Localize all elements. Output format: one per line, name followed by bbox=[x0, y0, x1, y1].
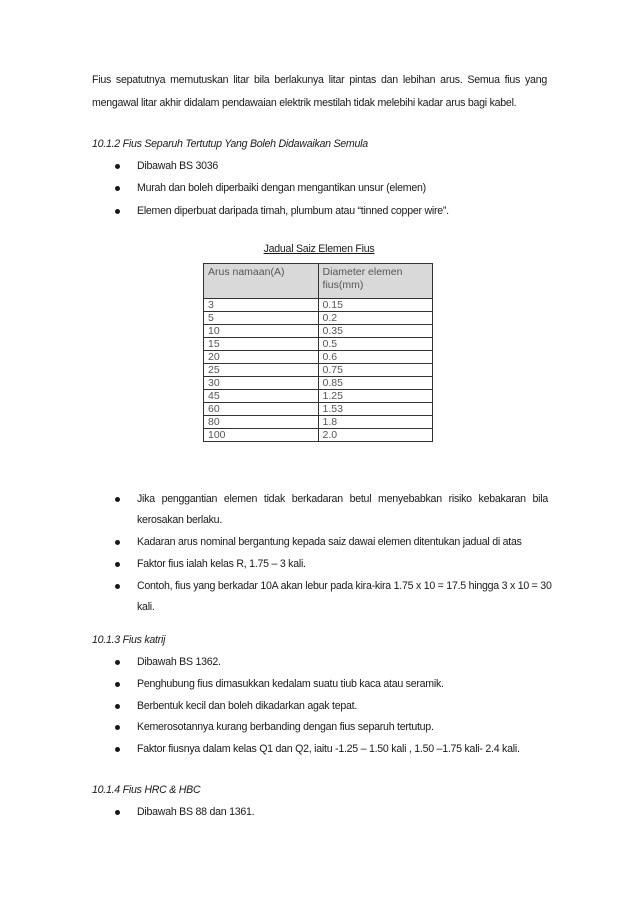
list-item bbox=[0, 558, 638, 574]
list-item-text: Dibawah BS 88 dan 1361. bbox=[137, 806, 255, 818]
table-cell: 1.8 bbox=[318, 416, 432, 429]
list-item-text: Dibawah BS 1362. bbox=[137, 656, 221, 668]
table-cell: 0.5 bbox=[318, 338, 432, 351]
bullet-icon bbox=[115, 660, 120, 665]
table-row bbox=[204, 390, 433, 403]
bullet-icon bbox=[115, 682, 120, 687]
table-header-current: Arus namaan(A) bbox=[204, 264, 319, 299]
table-cell: 0.85 bbox=[318, 377, 432, 390]
table-cell: 0.75 bbox=[318, 364, 432, 377]
table-cell: 2.0 bbox=[318, 429, 432, 442]
table-row bbox=[204, 364, 433, 377]
list-item-text-continued: kerosakan berlaku. bbox=[137, 514, 223, 526]
bullet-icon bbox=[115, 540, 120, 545]
table-cell: 1.25 bbox=[318, 390, 432, 403]
list-item-text: Kadaran arus nominal bergantung kepada saiz dawai elemen ditentukan jadual di atas bbox=[137, 536, 522, 548]
table-cell: 15 bbox=[204, 338, 319, 351]
bullet-icon bbox=[115, 747, 120, 752]
table-cell: 25 bbox=[204, 364, 319, 377]
list-item bbox=[0, 721, 638, 737]
list-item-text: Faktor fiusnya dalam kelas Q1 dan Q2, iaitu -1.25 – 1.50 kali , 1.50 –1.75 kali- 2.4 kali. bbox=[137, 743, 520, 755]
table-caption-text: Jadual Saiz Elemen Fius bbox=[263, 243, 375, 255]
table-row bbox=[204, 351, 433, 364]
table-cell: 45 bbox=[204, 390, 319, 403]
list-item bbox=[0, 678, 638, 694]
table-row bbox=[204, 312, 433, 325]
table-cell: 5 bbox=[204, 312, 319, 325]
section-heading-10-1-4: 10.1.4 Fius HRC & HBC bbox=[92, 784, 201, 796]
table-row bbox=[204, 377, 433, 390]
intro-line-2: mengawal litar akhir didalam pendawaian elektrik mestilah tidak melebihi kadar arus bagi kabel. bbox=[92, 97, 517, 109]
bullet-icon bbox=[115, 725, 120, 730]
list-item bbox=[0, 160, 638, 176]
table-cell: 80 bbox=[204, 416, 319, 429]
list-item-text: Dibawah BS 3036 bbox=[137, 160, 219, 172]
list-item bbox=[0, 743, 638, 759]
table-header-row bbox=[204, 264, 433, 299]
list-item-text: Faktor fius ialah kelas R, 1.75 – 3 kali. bbox=[137, 558, 306, 570]
table-row bbox=[204, 429, 433, 442]
table-row bbox=[204, 403, 433, 416]
table-cell: 0.35 bbox=[318, 325, 432, 338]
table-row bbox=[204, 299, 433, 312]
list-item-text: Berbentuk kecil dan boleh dikadarkan agak tepat. bbox=[137, 700, 358, 712]
table-caption bbox=[0, 243, 638, 255]
table-cell: 20 bbox=[204, 351, 319, 364]
bullet-icon bbox=[115, 562, 120, 567]
bullet-icon bbox=[115, 810, 120, 815]
bullet-icon bbox=[115, 209, 120, 214]
table-cell: 100 bbox=[204, 429, 319, 442]
table-row bbox=[204, 325, 433, 338]
list-item bbox=[0, 700, 638, 716]
bullet-icon bbox=[115, 186, 120, 191]
table-row bbox=[204, 338, 433, 351]
list-item-text: Kemerosotannya kurang berbanding dengan fius separuh tertutup. bbox=[137, 721, 434, 733]
list-item bbox=[0, 205, 638, 221]
table-cell: 1.53 bbox=[318, 403, 432, 416]
table-row bbox=[204, 416, 433, 429]
section-heading-10-1-2: 10.1.2 Fius Separuh Tertutup Yang Boleh Didawaikan Semula bbox=[92, 138, 368, 150]
table-cell: 60 bbox=[204, 403, 319, 416]
list-item bbox=[0, 536, 638, 552]
table-header-diameter: Diameter elemen fius(mm) bbox=[318, 264, 432, 299]
list-item-text: Penghubung fius dimasukkan kedalam suatu tiub kaca atau seramik. bbox=[137, 678, 444, 690]
list-item bbox=[0, 656, 638, 672]
table-cell: 0.15 bbox=[318, 299, 432, 312]
list-item bbox=[0, 493, 638, 509]
list-item bbox=[0, 182, 638, 198]
table-cell: 30 bbox=[204, 377, 319, 390]
table-cell: 10 bbox=[204, 325, 319, 338]
bullet-icon bbox=[115, 704, 120, 709]
list-item-text: Jika penggantian elemen tidak berkadaran betul menyebabkan risiko kebakaran bila bbox=[137, 493, 548, 505]
intro-line-1: Fius sepatutnya memutuskan litar bila berlakunya litar pintas dan lebihan arus. Semua fius yang bbox=[92, 74, 547, 86]
table-cell: 0.2 bbox=[318, 312, 432, 325]
list-item bbox=[0, 580, 638, 596]
table-cell: 3 bbox=[204, 299, 319, 312]
table-cell: 0.6 bbox=[318, 351, 432, 364]
bullet-icon bbox=[115, 584, 120, 589]
list-item bbox=[0, 806, 638, 822]
list-item-text: Contoh, fius yang berkadar 10A akan lebur pada kira-kira 1.75 x 10 = 17.5 hingga 3 x 10 = 30 bbox=[137, 580, 552, 592]
list-item-text: Elemen diperbuat daripada timah, plumbum atau “tinned copper wire”. bbox=[137, 205, 449, 217]
list-item-text-continued: kali. bbox=[137, 601, 155, 613]
section-heading-10-1-3: 10.1.3 Fius katrij bbox=[92, 634, 166, 646]
fuse-element-table bbox=[203, 263, 433, 442]
bullet-icon bbox=[115, 164, 120, 169]
list-item-text: Murah dan boleh diperbaiki dengan mengantikan unsur (elemen) bbox=[137, 182, 426, 194]
bullet-icon bbox=[115, 497, 120, 502]
